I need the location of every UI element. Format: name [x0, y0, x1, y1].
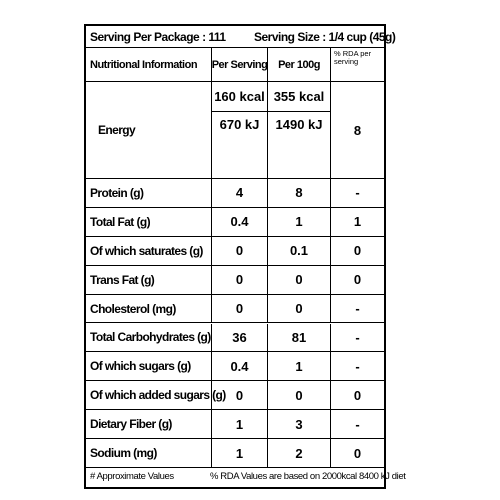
rda-value: - [330, 410, 384, 438]
per-serving-value: 1 [211, 410, 267, 438]
header-row [86, 48, 384, 82]
header-nutrient: Nutritional Information [90, 58, 198, 71]
nutrient-name: Cholesterol (mg) [90, 301, 176, 316]
per-serving-value: 36 [211, 324, 267, 352]
rda-value: 0 [330, 439, 384, 467]
energy-per-serving-kcal: 160 kcal [212, 82, 267, 112]
rda-value: - [330, 352, 384, 380]
energy-rda: 8 [330, 82, 384, 178]
header-per-serving: Per Serving [211, 48, 267, 81]
per-100g-value: 3 [267, 410, 330, 438]
header-rda: % RDA per serving [330, 48, 384, 81]
energy-row [86, 82, 384, 179]
rda-value: 0 [330, 381, 384, 409]
rda-value: 0 [330, 266, 384, 294]
per-serving-value: 0 [211, 237, 267, 265]
table-row [86, 266, 384, 295]
header-per-100g: Per 100g [267, 48, 330, 81]
energy-per-100g-cell [267, 82, 330, 178]
rda-value: - [330, 179, 384, 207]
table-row [86, 237, 384, 266]
energy-per-100g-kcal: 355 kcal [268, 82, 330, 112]
table-row [86, 352, 384, 381]
per-serving-value: 0.4 [211, 208, 267, 236]
nutrient-name: Trans Fat (g) [90, 272, 155, 287]
per-serving-value: 4 [211, 179, 267, 207]
table-row [86, 324, 384, 353]
per-100g-value: 1 [267, 352, 330, 380]
per-100g-value: 2 [267, 439, 330, 467]
nutrient-name: Of which saturates (g) [90, 243, 203, 258]
nutrient-name: Total Fat (g) [90, 214, 150, 229]
per-100g-value: 1 [267, 208, 330, 236]
energy-per-100g-kj: 1490 kJ [275, 117, 323, 132]
table-row [86, 439, 384, 468]
table-row [86, 179, 384, 208]
footer-row [86, 468, 406, 487]
per-100g-value: 81 [267, 324, 330, 352]
per-100g-value: 0 [267, 381, 330, 409]
table-row [86, 410, 384, 439]
per-100g-value: 0.1 [267, 237, 330, 265]
per-serving-value: 0 [211, 266, 267, 294]
per-100g-value: 0 [267, 266, 330, 294]
table-row [86, 208, 384, 237]
energy-label: Energy [98, 123, 136, 137]
nutrient-name: Total Carbohydrates (g) [90, 330, 211, 345]
package-info-row [86, 26, 396, 48]
per-100g-value: 8 [267, 179, 330, 207]
per-serving-value: 1 [211, 439, 267, 467]
serving-size: Serving Size : 1/4 cup (45g) [254, 30, 396, 44]
energy-per-serving-kj: 670 kJ [219, 117, 260, 132]
energy-per-serving-cell [211, 82, 267, 178]
rda-value: - [330, 295, 384, 323]
per-serving-value: 0.4 [211, 352, 267, 380]
nutrient-name: Sodium (mg) [90, 446, 157, 461]
footer-rda-note: % RDA Values are based on 2000kcal 8400 kJ diet [210, 471, 406, 482]
nutrition-label [84, 24, 406, 489]
table-row [86, 295, 384, 324]
per-serving-value: 0 [211, 295, 267, 323]
nutrient-name: Of which sugars (g) [90, 359, 191, 374]
per-serving-value: 0 [211, 381, 267, 409]
table-row [86, 381, 384, 410]
rda-value: - [330, 324, 384, 352]
per-100g-value: 0 [267, 295, 330, 323]
rda-value: 1 [330, 208, 384, 236]
footer-approximate: # Approximate Values [90, 471, 174, 482]
nutrient-name: Of which added sugars (g) [90, 388, 226, 403]
rda-value: 0 [330, 237, 384, 265]
nutrient-name: Dietary Fiber (g) [90, 417, 172, 432]
nutrient-name: Protein (g) [90, 185, 144, 200]
servings-per-package: Serving Per Package : 111 [90, 30, 226, 44]
